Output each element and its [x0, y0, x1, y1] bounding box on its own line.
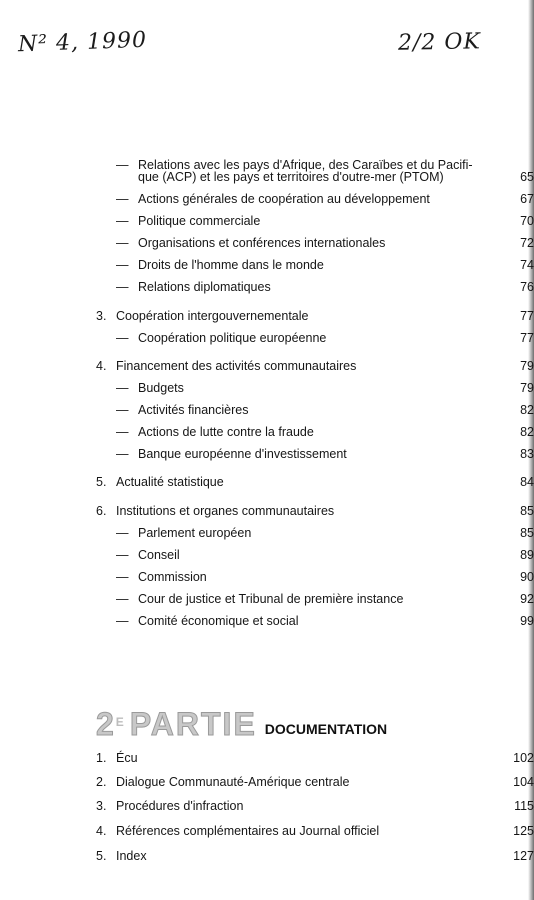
toc-dash: —	[116, 192, 129, 206]
toc-item-label: Parlement européen	[138, 526, 252, 540]
toc-dash: —	[116, 381, 129, 395]
doc-page-number: 102	[513, 751, 534, 765]
doc-item-number: 5.	[96, 849, 107, 863]
toc-item-label: Conseil	[138, 548, 180, 562]
doc-page-number: 104	[513, 775, 534, 789]
toc-item-label: Relations avec les pays d'Afrique, des Caraïbes et du Pacifi-	[138, 158, 473, 172]
doc-item-number: 4.	[96, 824, 107, 838]
part-title: DOCUMENTATION	[264, 721, 388, 737]
handwritten-check-note: 2/2 OK	[397, 29, 482, 56]
toc-section-5[interactable]	[96, 472, 534, 492]
toc-page-number: 65	[520, 170, 534, 184]
toc-dash: —	[116, 280, 129, 294]
toc-item[interactable]	[116, 567, 534, 587]
toc-item[interactable]	[116, 189, 534, 209]
toc-item[interactable]	[116, 523, 534, 543]
toc-item[interactable]	[116, 611, 534, 631]
toc-page-number: 83	[520, 447, 534, 461]
toc-page-number: 82	[520, 425, 534, 439]
toc-dash: —	[116, 548, 129, 562]
doc-item-label: Dialogue Communauté-Amérique centrale	[116, 775, 350, 789]
toc-dash: —	[116, 592, 129, 606]
toc-item[interactable]	[116, 589, 534, 609]
doc-item[interactable]	[96, 772, 534, 792]
toc-item-label: Comité économique et social	[138, 614, 299, 628]
toc-section-number: 6.	[96, 504, 107, 518]
toc-page-number: 77	[520, 331, 534, 345]
toc-item-label: Actions générales de coopération au développement	[138, 192, 430, 206]
toc-section-3[interactable]	[96, 306, 534, 326]
doc-item-label: Index	[116, 849, 147, 863]
toc-item-label: Organisations et conférences internationales	[138, 236, 386, 250]
toc-page-number: 92	[520, 592, 534, 606]
part-word: PARTIE	[129, 706, 257, 742]
toc-item-label: Relations diplomatiques	[138, 280, 271, 294]
toc-page-number: 84	[520, 475, 534, 489]
toc-item-label: Cour de justice et Tribunal de première instance	[138, 592, 404, 606]
toc-section-6[interactable]	[96, 501, 534, 521]
part-number: 2	[96, 706, 116, 742]
toc-page-number: 72	[520, 236, 534, 250]
toc-item[interactable]	[116, 277, 534, 297]
doc-page-number: 115	[514, 799, 534, 813]
toc-item-continuation[interactable]	[138, 167, 534, 187]
doc-page-number: 125	[513, 824, 534, 838]
toc-page-number: 79	[520, 381, 534, 395]
toc-dash: —	[116, 570, 129, 584]
toc-item[interactable]	[116, 328, 534, 348]
doc-item-label: Références complémentaires au Journal officiel	[116, 824, 380, 838]
doc-item[interactable]	[96, 748, 534, 768]
doc-item-label: Procédures d'infraction	[116, 799, 244, 813]
toc-item[interactable]	[116, 444, 534, 464]
toc-dash: —	[116, 236, 129, 250]
toc-item[interactable]	[116, 545, 534, 565]
toc-dash: —	[116, 158, 129, 172]
toc-dash: —	[116, 331, 129, 345]
toc-page-number: 70	[520, 214, 534, 228]
part-number-superscript: E	[115, 715, 124, 729]
toc-item[interactable]	[116, 233, 534, 253]
doc-page-number: 127	[513, 849, 534, 863]
toc-item[interactable]	[116, 211, 534, 231]
toc-section-4[interactable]	[96, 356, 534, 376]
doc-item-number: 3.	[96, 799, 107, 813]
toc-section-number: 4.	[96, 359, 107, 373]
toc-dash: —	[116, 214, 129, 228]
toc-item-label: Activités financières	[138, 403, 249, 417]
toc-section-number: 5.	[96, 475, 107, 489]
toc-page-number: 82	[520, 403, 534, 417]
toc-section-number: 3.	[96, 309, 107, 323]
toc-page-number: 79	[520, 359, 534, 373]
doc-item-label: Écu	[116, 751, 138, 765]
doc-item[interactable]	[96, 796, 534, 816]
doc-item[interactable]	[96, 821, 534, 841]
toc-item-label-cont: que (ACP) et les pays et territoires d'outre-mer (PTOM)	[138, 170, 444, 184]
part-heading	[96, 703, 387, 743]
toc-page-number: 99	[520, 614, 534, 628]
toc-item[interactable]	[116, 378, 534, 398]
toc-dash: —	[116, 425, 129, 439]
toc-item-label: Coopération politique européenne	[138, 331, 327, 345]
toc-page-number: 76	[520, 280, 534, 294]
toc-item[interactable]	[116, 422, 534, 442]
toc-dash: —	[116, 447, 129, 461]
toc-page-number: 85	[520, 504, 534, 518]
toc-section-label: Coopération intergouvernementale	[116, 309, 309, 323]
doc-item-number: 2.	[96, 775, 107, 789]
toc-page-number: 77	[520, 309, 534, 323]
toc-item[interactable]	[116, 400, 534, 420]
toc-section-label: Institutions et organes communautaires	[116, 504, 335, 518]
toc-item-label: Budgets	[138, 381, 184, 395]
toc-page-number: 90	[520, 570, 534, 584]
toc-item[interactable]	[116, 255, 534, 275]
toc-page-number: 85	[520, 526, 534, 540]
toc-dash: —	[116, 614, 129, 628]
toc-page-number: 89	[520, 548, 534, 562]
toc-dash: —	[116, 403, 129, 417]
toc-item-label: Politique commerciale	[138, 214, 261, 228]
toc-item-label: Droits de l'homme dans le monde	[138, 258, 324, 272]
toc-section-label: Financement des activités communautaires	[116, 359, 357, 373]
toc-page-number: 67	[520, 192, 534, 206]
toc-page-number: 74	[520, 258, 534, 272]
toc-section-label: Actualité statistique	[116, 475, 224, 489]
toc-item-label: Banque européenne d'investissement	[138, 447, 347, 461]
toc-item-label: Actions de lutte contre la fraude	[138, 425, 314, 439]
toc-dash: —	[116, 258, 129, 272]
toc-item-label: Commission	[138, 570, 207, 584]
toc-dash: —	[116, 526, 129, 540]
doc-item[interactable]	[96, 846, 534, 866]
handwritten-issue-note: N² 4, 1990	[17, 27, 148, 58]
doc-item-number: 1.	[96, 751, 107, 765]
